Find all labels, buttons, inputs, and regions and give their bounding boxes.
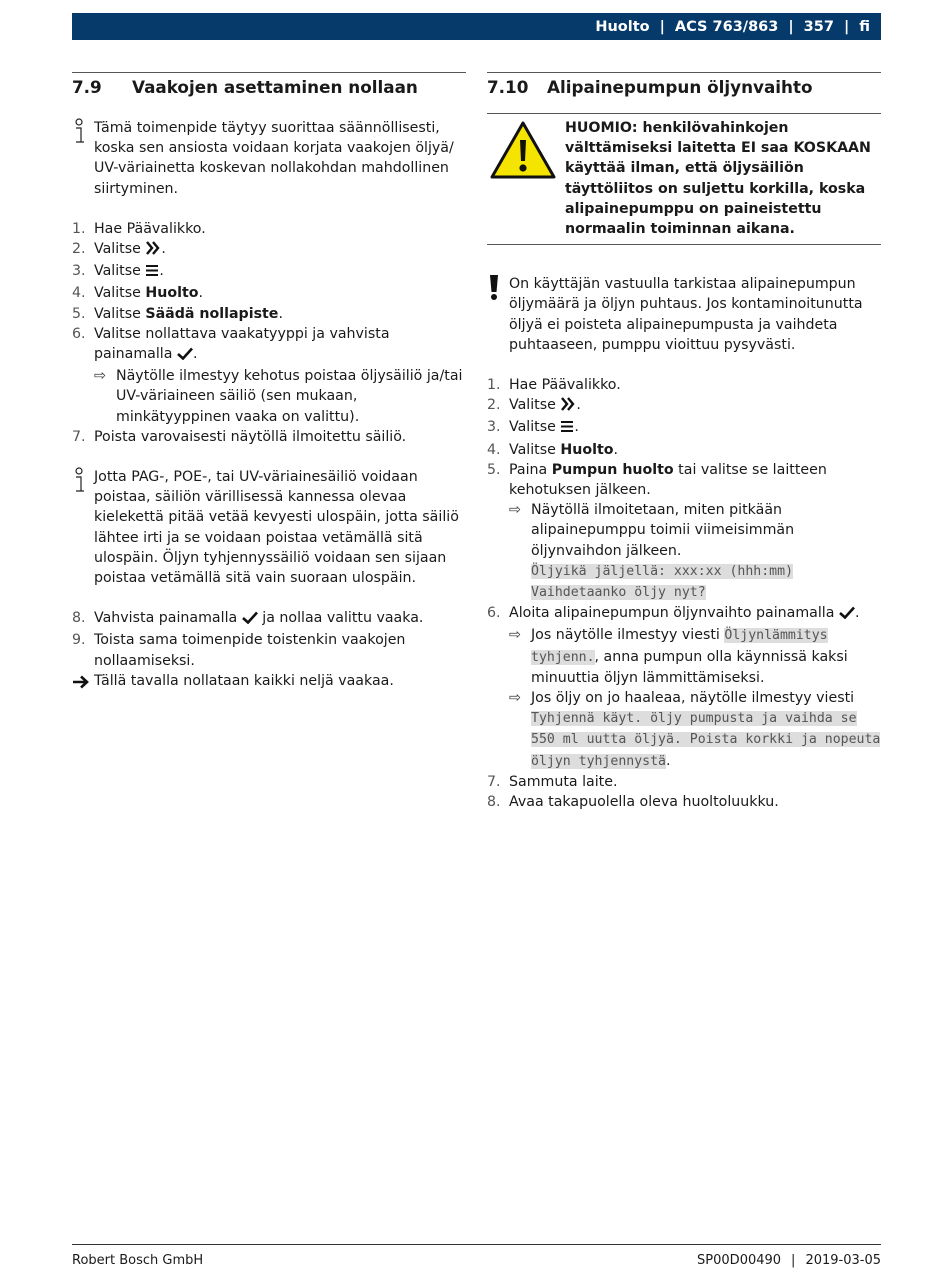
section-number: 7.9 bbox=[72, 77, 102, 97]
step-item bbox=[72, 427, 466, 447]
result-text: Jos näytölle ilmestyy viesti bbox=[531, 627, 725, 644]
step-list bbox=[72, 608, 466, 671]
result-arrow-icon: ⇨ bbox=[94, 368, 106, 385]
step-text: Paina bbox=[509, 461, 552, 478]
step-item bbox=[487, 603, 881, 772]
header-page-number: 357 bbox=[803, 18, 834, 35]
step-number: 2. bbox=[487, 397, 501, 414]
step-number: 4. bbox=[72, 285, 86, 302]
step-item bbox=[487, 460, 881, 603]
step-text: Hae Päävalikko. bbox=[94, 220, 206, 237]
section-title: Vaakojen asettaminen nollaan bbox=[132, 77, 418, 97]
warning-text: HUOMIO: henkilövahinkojen välttämiseksi laitetta EI saa KOSKAAN käyttää ilman, että öljysäiliön täyttöliitos on suljettu korkilla, koska alipainepumppu on paineistettu normaalin toiminnan aikana. bbox=[565, 120, 871, 238]
step-number: 7. bbox=[487, 773, 501, 790]
double-chevron-icon bbox=[560, 397, 576, 417]
header-language: fi bbox=[859, 18, 870, 35]
checkmark-icon bbox=[177, 346, 193, 366]
step-text: Valitse bbox=[509, 397, 556, 414]
step-item bbox=[487, 375, 881, 395]
display-message: Öljyikä jäljellä: xxx:xx (hhh:mm) bbox=[531, 563, 794, 579]
final-result bbox=[72, 671, 466, 691]
result-text: Näytölle ilmestyy kehotus poistaa öljysäiliö ja/tai UV-väriaineen säiliö (sen mukaan, minkätyyppinen vaaka on valittu). bbox=[116, 368, 463, 425]
step-bold-text: Säädä nollapiste bbox=[145, 305, 279, 322]
exclamation-icon bbox=[487, 274, 501, 308]
header-section: Huolto bbox=[595, 18, 650, 35]
step-number: 9. bbox=[72, 632, 86, 649]
step-item bbox=[72, 283, 466, 303]
step-text: Aloita alipainepumpun öljynvaihto painamalla bbox=[509, 605, 835, 622]
attention-note bbox=[487, 274, 881, 355]
step-number: 1. bbox=[487, 377, 501, 394]
step-number: 6. bbox=[72, 325, 86, 342]
left-column bbox=[72, 72, 466, 691]
checkmark-icon bbox=[242, 610, 258, 630]
step-item bbox=[487, 792, 881, 812]
step-text: Sammuta laite. bbox=[509, 773, 618, 790]
step-number: 7. bbox=[72, 428, 86, 445]
footer-separator: | bbox=[791, 1253, 796, 1268]
step-number: 4. bbox=[487, 441, 501, 458]
info-note bbox=[72, 467, 466, 588]
header-product: ACS 763/863 bbox=[674, 18, 779, 35]
step-number: 8. bbox=[72, 610, 86, 627]
step-list bbox=[72, 219, 466, 447]
display-message: Vaihdetaanko öljy nyt? bbox=[531, 585, 706, 601]
result-text: . bbox=[665, 752, 671, 769]
step-text: . bbox=[613, 441, 619, 458]
footer-company: Robert Bosch GmbH bbox=[72, 1253, 204, 1268]
step-text: Poista varovaisesti näytöllä ilmoitettu säiliö. bbox=[94, 428, 407, 445]
info-text: Tämä toimenpide täytyy suorittaa säännöllisesti, koska sen ansiosta voidaan korjata vaakojen öljyä/ UV-väriainetta koskevan nollakohdan mahdollinen siirtyminen. bbox=[94, 120, 454, 197]
step-text: Valitse bbox=[509, 419, 556, 436]
double-chevron-icon bbox=[145, 241, 161, 261]
result-text: Näytöllä ilmoitetaan, miten pitkään alipainepumppu toimii viimeisimmän öljynvaihdon jälkeen. bbox=[531, 502, 795, 559]
section-heading bbox=[487, 72, 881, 103]
step-result bbox=[94, 366, 466, 427]
footer-meta bbox=[697, 1253, 881, 1268]
footer-divider bbox=[72, 1244, 881, 1245]
step-item bbox=[72, 304, 466, 324]
result-arrow-icon: ⇨ bbox=[509, 502, 521, 519]
step-number: 5. bbox=[487, 461, 501, 478]
section-heading bbox=[72, 72, 466, 103]
right-column bbox=[487, 72, 881, 812]
menu-icon bbox=[560, 419, 574, 439]
step-number: 5. bbox=[72, 305, 86, 322]
step-number: 3. bbox=[487, 419, 501, 436]
step-text: . bbox=[278, 305, 283, 322]
display-message: Öljynlämmitys tyhjenn. bbox=[531, 628, 828, 665]
step-bold-text: Pumpun huolto bbox=[551, 461, 674, 478]
step-result bbox=[509, 500, 881, 603]
step-text: . bbox=[574, 419, 579, 436]
info-icon bbox=[72, 118, 88, 152]
result-text: , anna pumpun olla käynnissä kaksi minuuttia öljyn lämmittämiseksi. bbox=[531, 648, 848, 686]
step-bold-text: Huolto bbox=[560, 441, 614, 458]
result-text: Jos öljy on jo haaleaa, näytölle ilmestyy viesti bbox=[531, 690, 855, 707]
step-number: 6. bbox=[487, 605, 501, 622]
step-number: 8. bbox=[487, 794, 501, 811]
info-icon bbox=[72, 467, 88, 501]
step-bold-text: Huolto bbox=[145, 285, 199, 302]
arrow-right-icon bbox=[72, 671, 90, 696]
info-text: Jotta PAG-, POE-, tai UV-väriainesäiliö voidaan poistaa, säiliön värillisessä kannessa olevaa kielekettä pitää vetää kevyesti ulospäin, jotta säiliö lähtee irti ja se voidaan poistaa vetämällä sitä ulospäin. Öljyn tyhjennyssäiliö voidaan sen sijaan poistaa vetämällä sitä vain suoraan ulospäin. bbox=[94, 469, 459, 587]
step-item bbox=[487, 440, 881, 460]
header-separator: | bbox=[788, 18, 794, 35]
step-text: ja nollaa valittu vaaka. bbox=[262, 610, 424, 627]
final-result-text: Tällä tavalla nollataan kaikki neljä vaakaa. bbox=[94, 672, 394, 689]
result-arrow-icon: ⇨ bbox=[509, 627, 521, 644]
attention-text: On käyttäjän vastuulla tarkistaa alipainepumpun öljymäärä ja öljyn puhtaus. Jos kontaminoitunutta öljyä ei poisteta alipainepumpusta ja vaihdeta puhtaaseen, pumppu vioittuu pysyvästi. bbox=[509, 276, 863, 353]
step-text: . bbox=[161, 241, 166, 258]
step-text: . bbox=[854, 605, 860, 622]
step-text: . bbox=[159, 263, 164, 280]
step-text: . bbox=[192, 346, 198, 363]
step-item bbox=[487, 772, 881, 792]
step-text: Valitse bbox=[509, 441, 561, 458]
menu-icon bbox=[145, 263, 159, 283]
section-title: Alipainepumpun öljynvaihto bbox=[547, 77, 813, 97]
step-text: Hae Päävalikko. bbox=[509, 377, 621, 394]
step-text: tai valitse se laitteen kehotuksen jälkeen. bbox=[509, 461, 827, 499]
header-separator: | bbox=[659, 18, 665, 35]
step-number: 3. bbox=[72, 263, 86, 280]
step-item bbox=[487, 417, 881, 439]
checkmark-icon bbox=[839, 605, 855, 625]
step-text: Avaa takapuolella oleva huoltoluukku. bbox=[509, 794, 779, 811]
step-text: . bbox=[198, 285, 204, 302]
result-arrow-icon: ⇨ bbox=[509, 690, 521, 707]
step-text: Vahvista painamalla bbox=[94, 610, 238, 627]
page-header-bar bbox=[72, 13, 881, 40]
footer-doc-id: SP00D00490 bbox=[697, 1253, 782, 1268]
step-item bbox=[72, 239, 466, 261]
step-list bbox=[487, 375, 881, 812]
step-text: Valitse bbox=[94, 285, 146, 302]
step-text: Valitse nollattava vaakatyyppi ja vahvista painamalla bbox=[94, 325, 390, 363]
step-item bbox=[72, 324, 466, 427]
header-separator: | bbox=[843, 18, 850, 35]
step-result bbox=[509, 688, 881, 772]
warning-box bbox=[487, 113, 881, 245]
info-note bbox=[72, 118, 466, 199]
footer-date: 2019-03-05 bbox=[805, 1253, 881, 1268]
warning-triangle-icon bbox=[489, 120, 557, 186]
step-item bbox=[72, 630, 466, 670]
step-number: 1. bbox=[72, 220, 86, 237]
step-item bbox=[72, 608, 466, 630]
step-text: . bbox=[576, 397, 581, 414]
display-message: Tyhjennä käyt. öljy pumpusta ja vaihda se 550 ml uutta öljyä. Poista korkki ja nopeuta öljyn tyhjennystä bbox=[531, 711, 881, 769]
step-text: Valitse bbox=[94, 263, 141, 280]
step-item bbox=[72, 219, 466, 239]
step-text: Valitse bbox=[94, 305, 146, 322]
step-text: Toista sama toimenpide toistenkin vaakojen nollaamiseksi. bbox=[94, 632, 406, 669]
section-number: 7.10 bbox=[487, 77, 529, 97]
step-item bbox=[72, 261, 466, 283]
step-text: Valitse bbox=[94, 241, 141, 258]
step-result bbox=[509, 625, 881, 688]
step-item bbox=[487, 395, 881, 417]
step-number: 2. bbox=[72, 241, 86, 258]
